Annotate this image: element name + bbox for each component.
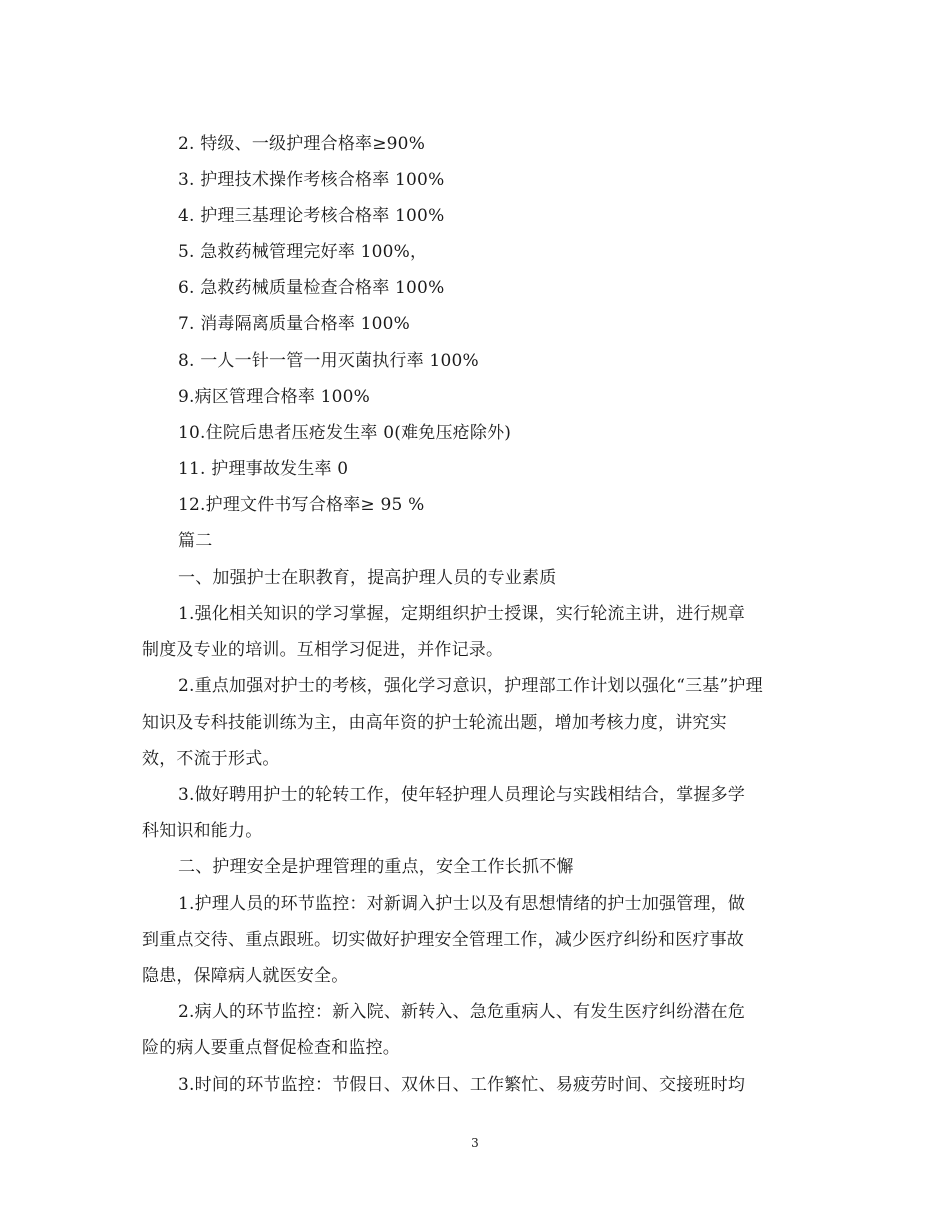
- section-heading: 一、加强护士在职教育，提高护理人员的专业素质: [178, 568, 557, 588]
- list-item: 11. 护理事故发生率 0: [178, 459, 349, 479]
- list-item: 3. 护理技术操作考核合格率 100%: [178, 170, 445, 190]
- section-heading: 二、护理安全是护理管理的重点，安全工作长抓不懈: [178, 857, 574, 877]
- paragraph-line: 1.强化相关知识的学习掌握，定期组织护士授课，实行轮流主讲，进行规章: [178, 604, 746, 624]
- list-item: 5. 急救药械管理完好率 100%，: [178, 242, 428, 262]
- list-item: 9.病区管理合格率 100%: [178, 387, 371, 407]
- paragraph-line: 知识及专科技能训练为主，由高年资的护士轮流出题，增加考核力度，讲究实: [142, 713, 727, 733]
- paragraph-line: 3.时间的环节监控：节假日、双休日、工作繁忙、易疲劳时间、交接班时均: [178, 1075, 746, 1095]
- list-item: 7. 消毒隔离质量合格率 100%: [178, 314, 411, 334]
- paragraph-line: 险的病人要重点督促检查和监控。: [142, 1038, 400, 1058]
- section-heading: 篇二: [178, 531, 213, 551]
- list-item: 12.护理文件书写合格率≥ 95 %: [178, 495, 425, 515]
- list-item: 10.住院后患者压疮发生率 0(难免压疮除外): [178, 423, 512, 443]
- paragraph-line: 1.护理人员的环节监控：对新调入护士以及有思想情绪的护士加强管理，做: [178, 894, 746, 914]
- paragraph-line: 2.病人的环节监控：新入院、新转入、急危重病人、有发生医疗纠纷潜在危: [178, 1002, 746, 1022]
- list-item: 6. 急救药械质量检查合格率 100%: [178, 278, 445, 298]
- paragraph-line: 科知识和能力。: [142, 821, 263, 841]
- paragraph-line: 制度及专业的培训。互相学习促进，并作记录。: [142, 640, 504, 660]
- paragraph-line: 隐患，保障病人就医安全。: [142, 966, 349, 986]
- list-item: 8. 一人一针一管一用灭菌执行率 100%: [178, 351, 479, 371]
- paragraph-line: 2.重点加强对护士的考核，强化学习意识，护理部工作计划以强化“三基”护理: [178, 676, 763, 696]
- list-item: 4. 护理三基理论考核合格率 100%: [178, 206, 445, 226]
- paragraph-line: 3.做好聘用护士的轮转工作，使年轻护理人员理论与实践相结合，掌握多学: [178, 785, 746, 805]
- page-number: 3: [471, 1136, 479, 1150]
- paragraph-line: 效，不流于形式。: [142, 749, 280, 769]
- list-item: 2. 特级、一级护理合格率≥90%: [178, 134, 426, 154]
- paragraph-line: 到重点交待、重点跟班。切实做好护理安全管理工作，减少医疗纠纷和医疗事故: [142, 930, 744, 950]
